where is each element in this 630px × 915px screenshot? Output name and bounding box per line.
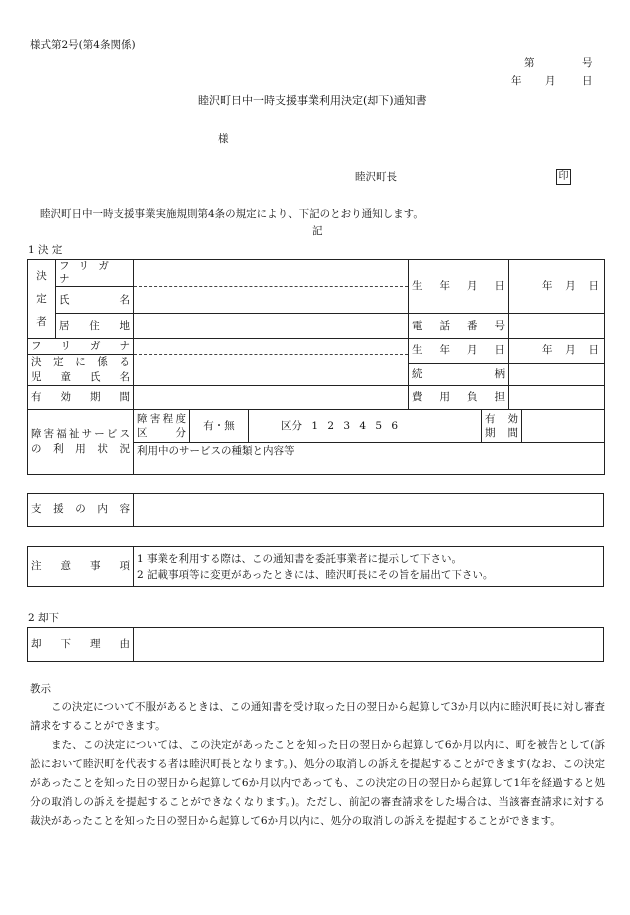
phone-label: 電 話 番 号 [409, 314, 509, 339]
yuko-kikan-field[interactable] [134, 386, 409, 410]
issuer: 睦沢町長 [355, 171, 397, 183]
shimei-field[interactable] [134, 287, 409, 314]
date-day: 日 [582, 75, 593, 87]
section1-heading: 1 決 定 [28, 244, 63, 256]
zokugara-field[interactable] [509, 363, 605, 385]
kyojuchi-label: 居 住 地 [56, 314, 134, 339]
service-note-field[interactable]: 利用中のサービスの種類と内容等 [134, 443, 605, 475]
zokugara-label: 続 柄 [409, 363, 509, 385]
kyoji-paragraph-2: また、この決定については、この決定があったことを知った日の翌日から起算して6か月以内に、町を被告として(訴訟において睦沢町を代表する者は睦沢町長となります。)、処分の取消しの訴えを提起することができます(なお、この決定があったことを知った日の翌日から起算して6か月以内であっても、この決定の日の翌日から起算して1年を経過すると処分の取消しの訴えを提起することができなくなります。)。ただし、前記の審査請求をした場合は、当該審査請求に対する裁決があったことを知った日の翌日から起算して6か月以内に、処分の取消しの訴えを提起することができます。 [30, 739, 605, 827]
hiyo-futan-label: 費 用 負 担 [409, 386, 509, 410]
shien-label: 支 援 の 内 容 [28, 494, 134, 527]
shien-table [27, 493, 604, 527]
form-number: 様式第2号(第4条関係) [30, 39, 136, 51]
child-name-field[interactable] [134, 355, 409, 386]
document-title: 睦沢町日中一時支援事業利用決定(却下)通知書 [198, 94, 427, 107]
service-yuko-field[interactable] [522, 410, 604, 442]
phone-field[interactable] [509, 314, 605, 339]
number-dai: 第 [524, 57, 535, 69]
child-furigana-label: フ リ ガ ナ [28, 339, 134, 355]
seal-stamp: 印 [556, 169, 571, 185]
kyakka-label: 却 下 理 由 [28, 628, 134, 662]
ketteisha-label: 決 定 者 [28, 260, 56, 339]
kyoji-heading: 教示 [30, 683, 51, 695]
chui-item: 2 記載事項等に変更があったときには、睦沢町長にその旨を届出て下さい。 [137, 568, 494, 581]
decision-table [27, 259, 605, 475]
chui-item: 1 事業を利用する際は、この通知書を委託事業者に提示して下さい。 [137, 552, 463, 565]
service-yuko-label: 有 効 期 間 [482, 410, 522, 442]
kyakka-table [27, 627, 604, 662]
child-furigana-field[interactable] [134, 339, 409, 355]
yuko-kikan-label: 有 効 期 間 [28, 386, 134, 410]
shogai-teido-label: 障害程度 区 分 [134, 410, 190, 442]
fukushi-label: 障害福祉サービス の 利 用 状 況 [28, 410, 134, 475]
kubun-choice[interactable]: 区分 1 2 3 4 5 6 [249, 410, 482, 442]
intro-text: 睦沢町日中一時支援事業実施規則第4条の規定により、下記のとおり通知します。 [40, 208, 424, 220]
service-level-row [134, 410, 605, 443]
child-birthdate-field[interactable]: 年 月 日 [509, 339, 605, 364]
birthdate-label: 生 年 月 日 [409, 260, 509, 314]
hiyo-futan-field[interactable] [509, 386, 605, 410]
section2-heading: 2 却下 [28, 612, 60, 624]
umu-choice[interactable]: 有・無 [190, 410, 249, 442]
child-birthdate-label: 生 年 月 日 [409, 339, 509, 364]
addressee-suffix: 様 [218, 133, 229, 145]
ki-label: 記 [312, 225, 323, 237]
shien-field[interactable] [134, 494, 604, 527]
kyakka-field[interactable] [134, 628, 604, 662]
child-name-label: 決 定 に 係 る 児 童 氏 名 [28, 355, 134, 386]
kyoji-text [30, 698, 605, 831]
date-month: 月 [545, 75, 556, 87]
kyojuchi-field[interactable] [134, 314, 409, 339]
chui-items [134, 547, 604, 587]
shimei-label: 氏 名 [56, 287, 134, 314]
chui-table [27, 546, 604, 587]
number-go: 号 [582, 57, 593, 69]
date-year: 年 [511, 75, 522, 87]
chui-label: 注 意 事 項 [28, 547, 134, 587]
kyoji-paragraph-1: この決定について不服があるときは、この通知書を受け取った日の翌日から起算して3か月以内に睦沢町長に対し審査請求をすることができます。 [30, 701, 605, 732]
furigana-label: フリガナ [56, 260, 134, 287]
furigana-field[interactable] [134, 260, 409, 287]
birthdate-field[interactable]: 年 月 日 [509, 260, 605, 314]
